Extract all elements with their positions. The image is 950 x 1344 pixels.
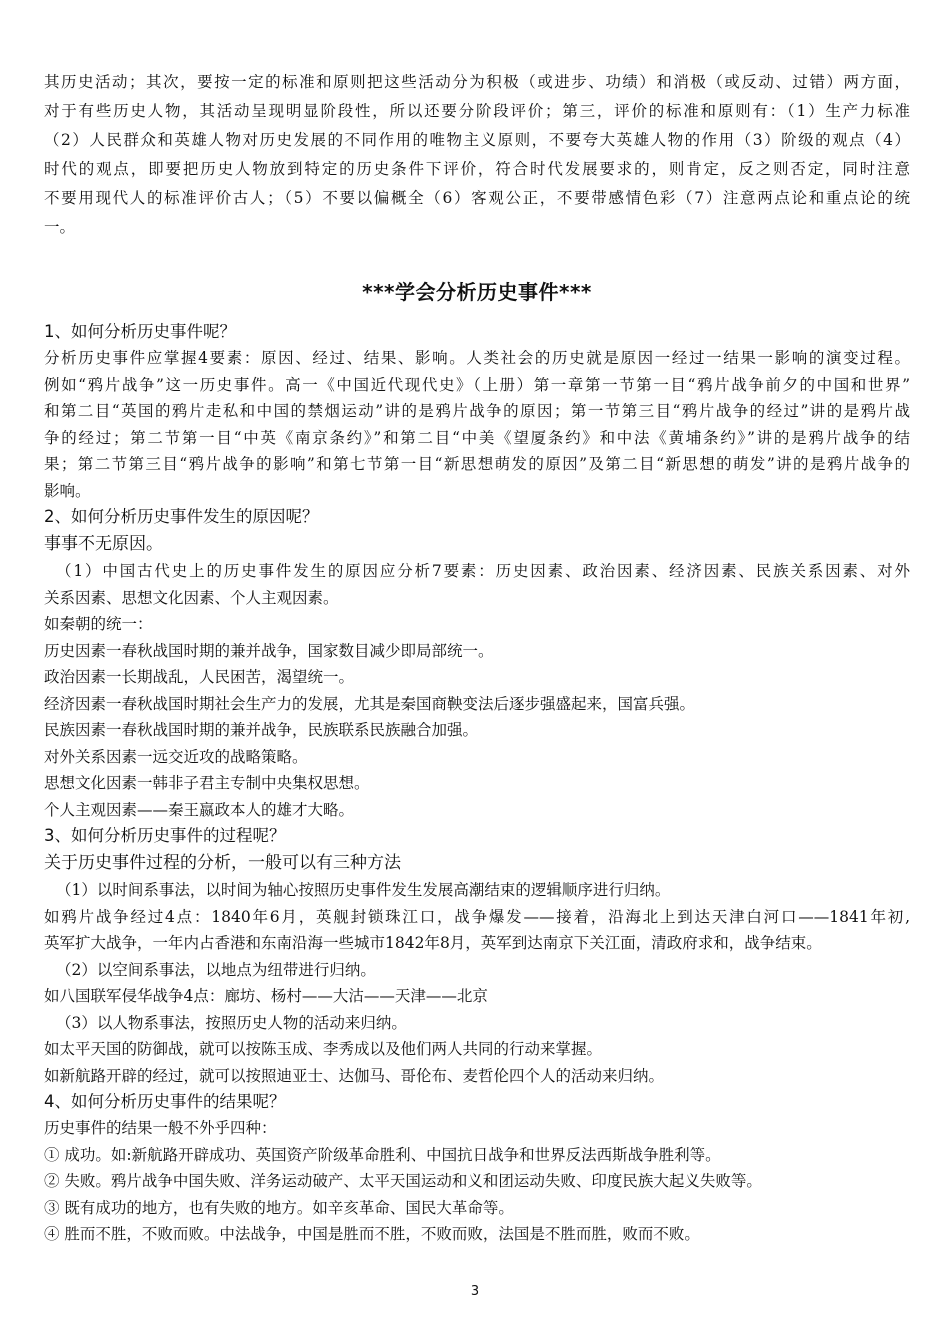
q4-result-item: ① 成功。如:新航路开辟成功、英国资产阶级革命胜利、中国抗日战争和世界反法西斯战争胜利等。 <box>44 1145 721 1164</box>
q3-example-line: 如新航路开辟的经过，就可以按照迪亚士、达伽马、哥伦布、麦哲伦四个人的活动来归纳。 <box>44 1066 665 1085</box>
q3-example-line: 如太平天国的防御战，就可以按陈玉成、李秀成以及他们两人共同的行动来掌握。 <box>44 1040 603 1058</box>
q2-example-intro: 如秦朝的统一： <box>44 615 153 633</box>
q1-line: 争的经过；第二节第一目“中英《南京条约》”和第二目“中美《望厦条约》和中法《黄埔条约》”讲的是鸦片战争的结 <box>44 428 910 447</box>
q2-factor: 历史因素一春秋战国时期的兼并战争，国家数目减少即局部统一。 <box>44 641 494 660</box>
q2-factor: 民族因素一春秋战国时期的兼并战争，民族联系民族融合加强。 <box>44 721 479 739</box>
q4-result-item: ② 失败。鸦片战争中国失败、洋务运动破产、太平天国运动和义和团运动失败、印度民族大起义失败等。 <box>44 1172 762 1190</box>
question-heading-2: 2、如何分析历史事件发生的原因呢？ <box>44 507 319 526</box>
q1-paragraph <box>44 345 910 504</box>
q2-subtitle: 事事不无原因。 <box>44 534 163 554</box>
intro-paragraph <box>44 68 910 242</box>
q3-example-line: 如八国联军侵华战争4点：廊坊、杨村——大沽——天津——北京 <box>44 987 488 1005</box>
page-number: 3 <box>470 1284 480 1299</box>
q3-subtitle: 关于历史事件过程的分析，一般可以有三种方法 <box>44 853 401 873</box>
intro-line: 一。 <box>44 218 76 236</box>
document-page <box>44 68 910 1248</box>
q2-factor: 个人主观因素——秦王嬴政本人的雄才大略。 <box>44 800 355 819</box>
intro-line: 时代的观点，即要把历史人物放到特定的历史条件下评价，符合时代发展要求的，则肯定，反之则否定，同时注意 <box>44 160 910 178</box>
q2-point-line: （1）中国古代史上的历史事件发生的原因应分析7要素：历史因素、政治因素、经济因素、民族关系因素、对外 <box>56 562 910 580</box>
q1-line: 例如“鸦片战争”这一历史事件。高一《中国近代现代史》（上册）第一章第一节第一目“鸦片战争前夕的中国和世界” <box>44 375 910 394</box>
q1-line: 和第二目“英国的鸦片走私和中国的禁烟运动”讲的是鸦片战争的原因；第一节第三目“鸦片战争的经过”讲的是鸦片战 <box>44 402 910 420</box>
q2-factor: 对外关系因素一远交近攻的战略策略。 <box>44 747 308 766</box>
intro-line: （2）人民群众和英雄人物对历史发展的不同作用的唯物主义原则，不要夸大英雄人物的作用（3）阶级的观点（4） <box>44 131 910 149</box>
q2-factor: 思想文化因素一韩非子君主专制中央集权思想。 <box>44 774 370 792</box>
intro-line: 对于有些历史人物，其活动呈现明显阶段性，所以还要分阶段评价；第三，评价的标准和原则有：（1）生产力标准 <box>44 102 910 120</box>
q3-example-line: 如鸦片战争经过4点：1840年6月，英舰封锁珠江口，战争爆发——接着，沿海北上到达天津白河口——1841年初, <box>44 907 910 926</box>
q2-factor: 政治因素一长期战乱，人民困苦，渴望统一。 <box>44 668 355 686</box>
question-heading-1: 1、如何分析历史事件呢？ <box>44 322 236 341</box>
q3-method-2: （2）以空间系事法，以地点为纽带进行归纳。 <box>56 960 376 979</box>
intro-line: 其历史活动；其次，要按一定的标准和原则把这些活动分为积极（或进步、功绩）和消极（或反动、过错）两方面， <box>44 73 910 91</box>
q1-line: 影响。 <box>44 481 91 500</box>
section-title: ***学会分析历史事件*** <box>362 280 592 304</box>
q3-method-3: （3）以人物系事法，按照历史人物的活动来归纳。 <box>56 1013 407 1032</box>
question-heading-3: 3、如何分析历史事件的过程呢？ <box>44 826 286 845</box>
q2-factor: 经济因素一春秋战国时期社会生产力的发展，尤其是秦国商鞅变法后逐步强盛起来，国富兵强。 <box>44 694 696 713</box>
q4-result-item: ④ 胜而不胜，不败而败。中法战争，中国是胜而不胜，不败而败，法国是不胜而胜，败而不败。 <box>44 1225 700 1243</box>
q4-result-item: ③ 既有成功的地方，也有失败的地方。如辛亥革命、国民大革命等。 <box>44 1198 514 1217</box>
question-heading-4: 4、如何分析历史事件的结果呢？ <box>44 1092 286 1111</box>
q3-method-1: （1）以时间系事法，以时间为轴心按照历史事件发生发展高潮结束的逻辑顺序进行归纳。 <box>56 881 671 899</box>
q2-point-line: 关系因素、思想文化因素、个人主观因素。 <box>44 588 339 607</box>
q1-line: 果；第二节第三目“鸦片战争的影响”和第七节第一目“新思想萌发的原因”及第二目“新思想的萌发”讲的是鸦片战争的 <box>44 455 910 473</box>
q3-example-line: 英军扩大战争，一年内占香港和东南沿海一些城市1842年8月，英军到达南京下关江面，清政府求和，战争结束。 <box>44 934 822 952</box>
intro-line: 不要用现代人的标准评价古人；（5）不要以偏概全（6）客观公正，不要带感情色彩（7）注意两点论和重点论的统 <box>44 189 910 207</box>
q4-intro: 历史事件的结果一般不外乎四种： <box>44 1119 277 1137</box>
q1-line: 分析历史事件应掌握4要素：原因、经过、结果、影响。人类社会的历史就是原因一经过一结果一影响的演变过程。 <box>44 349 910 367</box>
